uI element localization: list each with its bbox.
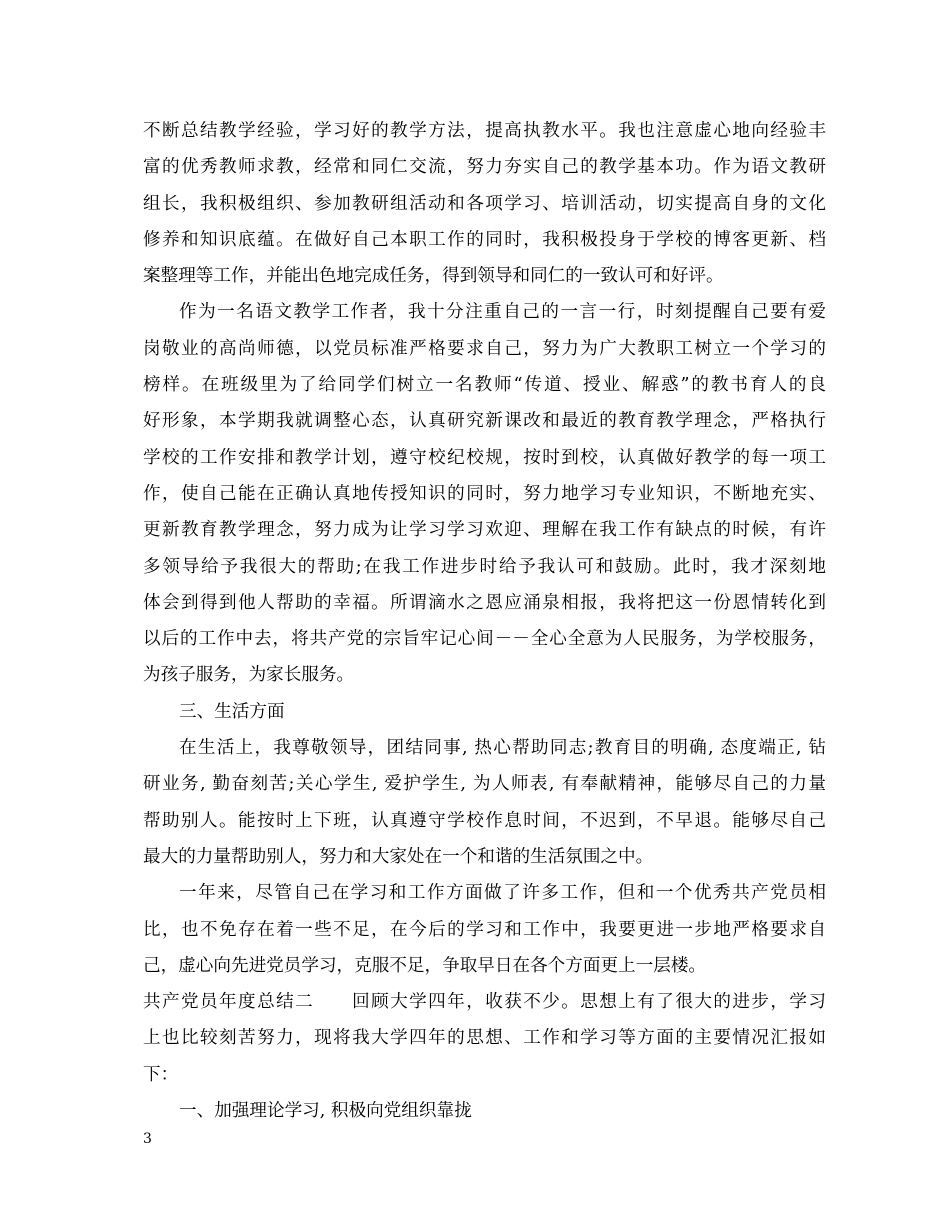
text-line: 一、加强理论学习, 积极向党组织靠拢 <box>179 1101 472 1122</box>
text-line: 己，虚心向先进党员学习，克服不足，争取早日在各个方面更上一层楼。 <box>143 955 707 976</box>
text-line: 下： <box>143 1064 179 1085</box>
text-line: 最大的力量帮助别人，努力和大家处在一个和谐的生活氛围之中。 <box>143 846 654 867</box>
text-line: 不断总结教学经验，学习好的教学方法，提高执教水平。我也注意虚心地向经验丰 <box>143 121 826 141</box>
text-line: 一年来，尽管自己在学习和工作方面做了许多工作，但和一个优秀共产党员相 <box>179 883 826 904</box>
text-line: 三、生活方面 <box>179 701 285 722</box>
text-line: 研业务, 勤奋刻苦;关心学生, 爱护学生, 为人师表, 有奉献精神，能够尽自己的力量 <box>143 774 826 795</box>
text-line: 好形象，本学期我就调整心态，认真研究新课改和最近的教育教学理念，严格执行 <box>143 411 826 432</box>
text-line: 更新教育教学理念，努力成为让学习学习欢迎、理解在我工作有缺点的时候，有许 <box>143 520 826 541</box>
text-line: 体会到得到他人帮助的幸福。所谓滴水之恩应涌泉相报，我将把这一份恩情转化到 <box>143 592 826 613</box>
text-line: 修养和知识底蕴。在做好自己本职工作的同时，我积极投身于学校的博客更新、档 <box>143 229 826 250</box>
text-line: 富的优秀教师求教，经常和同仁交流，努力夯实自己的教学基本功。作为语文教研 <box>143 157 826 178</box>
text-line: 帮助别人。能按时上下班，认真遵守学校作息时间，不迟到，不早退。能够尽自己 <box>143 810 826 831</box>
text-line: 比，也不免存在着一些不足，在今后的学习和工作中，我要更进一步地严格要求自 <box>143 919 826 940</box>
text-line: 作，使自己能在正确认真地传授知识的同时，努力地学习专业知识，不断地充实、 <box>143 483 826 504</box>
text-line: 以后的工作中去，将共产党的宗旨牢记心间－－全心全意为人民服务，为学校服务， <box>143 629 826 650</box>
text-line: 在生活上，我尊敬领导，团结同事, 热心帮助同志;教育目的明确, 态度端正, 钻 <box>179 738 826 759</box>
page-number: 3 <box>143 1131 152 1147</box>
text-line: 组长，我积极组织、参加教研组活动和各项学习、培训活动，切实提高自身的文化 <box>143 193 826 214</box>
text-line: 案整理等工作，并能出色地完成任务，得到领导和同仁的一致认可和好评。 <box>143 266 724 287</box>
document-body <box>143 113 826 1129</box>
text-line: 岗敬业的高尚师德，以党员标准严格要求自己，努力为广大教职工树立一个学习的 <box>143 338 826 359</box>
text-line: 为孩子服务，为家长服务。 <box>143 665 355 686</box>
text-line: 多领导给予我很大的帮助;在我工作进步时给予我认可和鼓励。此时，我才深刻地 <box>143 556 826 577</box>
text-line: 榜样。在班级里为了给同学们树立一名教师“传道、授业、解惑”的教书育人的良 <box>143 375 826 396</box>
text-line: 作为一名语文教学工作者，我十分注重自己的一言一行，时刻提醒自己要有爱 <box>179 302 826 323</box>
text-line: 上也比较刻苦努力，现将我大学四年的思想、工作和学习等方面的主要情况汇报如 <box>143 1028 826 1049</box>
text-line: 共产党员年度总结二 回顾大学四年，收获不少。思想上有了很大的进步，学习 <box>143 992 826 1013</box>
text-line: 学校的工作安排和教学计划，遵守校纪校规，按时到校，认真做好教学的每一项工 <box>143 447 826 468</box>
